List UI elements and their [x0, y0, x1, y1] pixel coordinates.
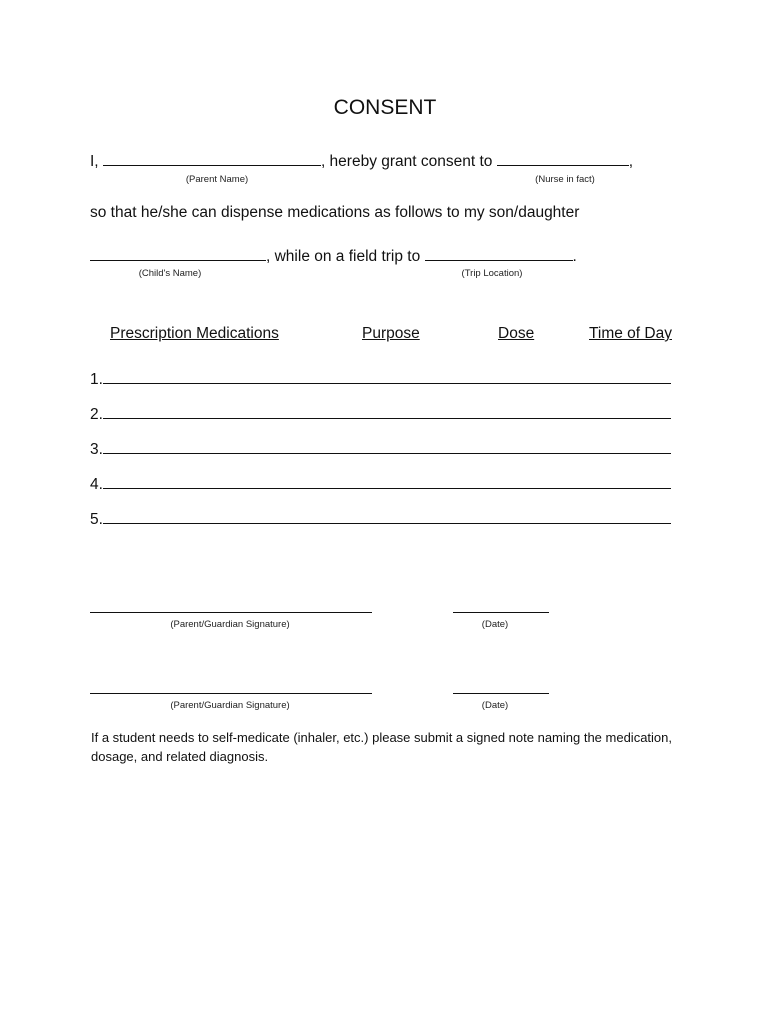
child-name-field[interactable] [90, 247, 266, 261]
nurse-caption: (Nurse in fact) [535, 174, 595, 185]
row-number: 4. [90, 476, 103, 493]
header-time: Time of Day [589, 325, 672, 342]
trip-suffix: . [572, 248, 577, 265]
medication-field-1[interactable] [103, 370, 671, 384]
consent-suffix: , [628, 153, 634, 170]
date-caption-2: (Date) [481, 700, 509, 711]
row-number: 1. [90, 371, 103, 388]
medication-row-3 [90, 440, 671, 459]
date-caption-1: (Date) [481, 619, 509, 630]
medication-field-5[interactable] [103, 510, 671, 524]
row-number: 5. [90, 511, 103, 528]
medication-field-2[interactable] [103, 405, 671, 419]
consent-line [90, 152, 633, 171]
date-line-2[interactable] [453, 693, 549, 694]
header-purpose: Purpose [362, 325, 420, 342]
trip-location-caption: (Trip Location) [461, 268, 523, 279]
header-dose: Dose [498, 325, 535, 342]
consent-middle: , hereby grant consent to [320, 153, 493, 170]
child-name-caption: (Child's Name) [138, 268, 202, 279]
medication-row-2 [90, 405, 671, 424]
parent-name-field[interactable] [103, 152, 321, 166]
nurse-name-field[interactable] [497, 152, 629, 166]
signature-caption-2: (Parent/Guardian Signature) [170, 700, 290, 711]
signature-line-1[interactable] [90, 612, 372, 613]
parent-name-caption: (Parent Name) [185, 174, 249, 185]
trip-middle: , while on a field trip to [266, 248, 421, 265]
medication-field-4[interactable] [103, 475, 671, 489]
header-medications: Prescription Medications [110, 325, 279, 342]
medication-field-3[interactable] [103, 440, 671, 454]
dispense-line: so that he/she can dispense medications as follows to my son/daughter [90, 204, 580, 221]
row-number: 2. [90, 406, 103, 423]
self-medicate-note: If a student needs to self-medicate (inhaler, etc.) please submit a signed note naming the medication, dosage, and related diagnosis. [91, 730, 673, 764]
medication-row-1 [90, 370, 671, 389]
trip-location-field[interactable] [425, 247, 573, 261]
consent-prefix: I, [90, 153, 99, 170]
row-number: 3. [90, 441, 103, 458]
medication-row-5 [90, 510, 671, 529]
page-title: CONSENT [333, 96, 437, 119]
trip-line [90, 247, 577, 266]
date-line-1[interactable] [453, 612, 549, 613]
signature-caption-1: (Parent/Guardian Signature) [170, 619, 290, 630]
signature-line-2[interactable] [90, 693, 372, 694]
medication-row-4 [90, 475, 671, 494]
